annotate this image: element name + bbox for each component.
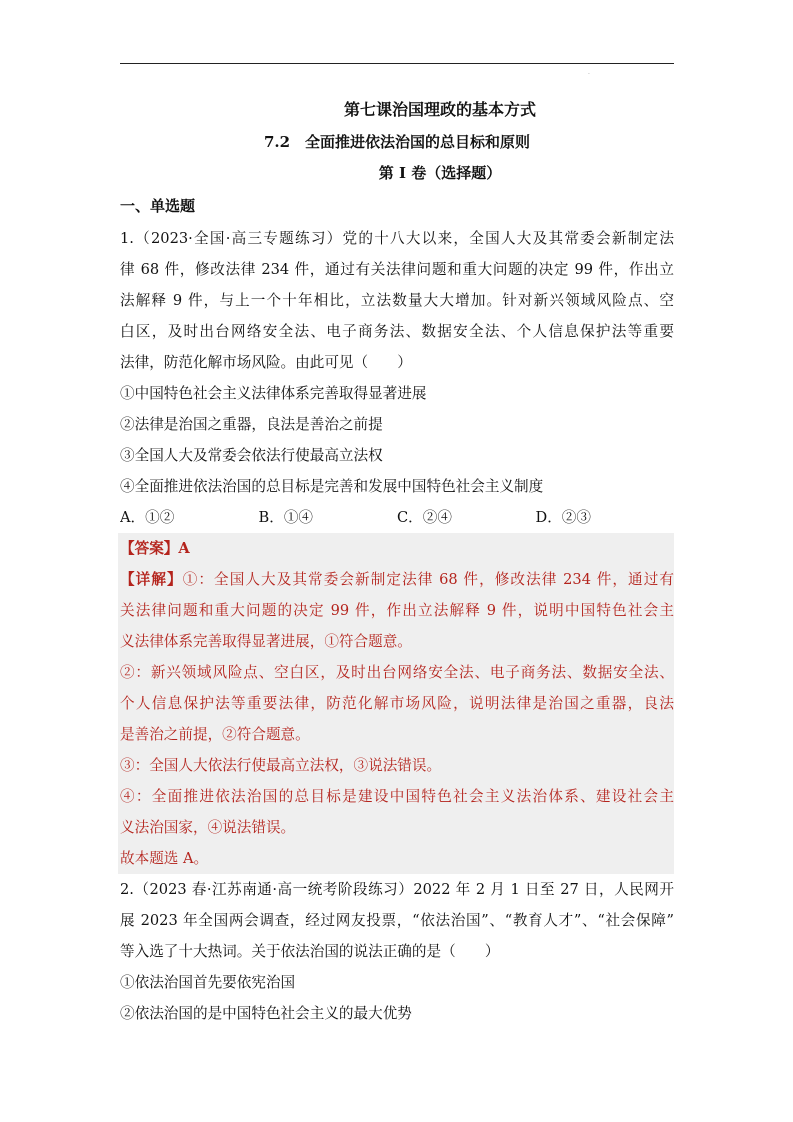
question-stem-line: 展 2023 年全国两会调查，经过网友投票，“依法治国”、“教育人才”、“社会保障” — [120, 912, 674, 929]
detail-line: ②：新兴领域风险点、空白区，及时出台网络安全法、电子商务法、数据安全法、 — [120, 664, 674, 681]
answer-options — [120, 502, 674, 533]
detail-line: 义法治国家，④说法错误。 — [120, 819, 296, 836]
detail-line: ④：全面推进依法治国的总目标是建设中国特色社会主义法治体系、建设社会主 — [120, 788, 674, 805]
answer-value: A — [178, 540, 190, 557]
detail-line: ③：全国人大依法行使最高立法权，③说法错误。 — [120, 757, 442, 774]
question-2 — [120, 874, 674, 1029]
option-c: C．②④ — [397, 509, 452, 526]
question-1 — [120, 223, 674, 874]
header-rule — [120, 63, 674, 64]
volume-title: 第 I 卷（选择题） — [378, 164, 502, 182]
question-stem-line: 法律，防范化解市场风险。由此可见（ ） — [120, 354, 412, 371]
statement-item: ①依法治国首先要依宪治国 — [120, 974, 296, 991]
statement-item: ②依法治国的是中国特色社会主义的最大优势 — [120, 1005, 412, 1022]
answer-line — [120, 533, 674, 564]
answer-label: 【答案】 — [120, 540, 179, 557]
statement-item: ①中国特色社会主义法律体系完善取得显著进展 — [120, 385, 427, 402]
question-stem-line: 2.（2023 春·江苏南通·高一统考阶段练习）2022 年 2 月 1 日至 27 日，人民网开 — [120, 881, 674, 898]
detail-label: 【详解】 — [120, 571, 183, 588]
statement-item: ③全国人大及常委会依法行使最高立法权 — [120, 447, 383, 464]
option-a: A．①② — [120, 509, 175, 526]
detail-line: 个人信息保护法等重要法律，防范化解市场风险，说明法律是治国之重器，良法 — [120, 695, 674, 712]
question-stem-line: 律 68 件，修改法律 234 件，通过有关法律问题和重大问题的决定 99 件，作出立 — [120, 261, 674, 278]
question-type-heading: 一、单选题 — [120, 197, 196, 215]
question-stem-line: 等入选了十大热词。关于依法治国的说法正确的是（ ） — [120, 943, 500, 960]
option-b: B．①④ — [258, 509, 314, 526]
detail-line: 关法律问题和重大问题的决定 99 件，作出立法解释 9 件，说明中国特色社会主 — [120, 602, 674, 619]
option-d: D．②③ — [535, 509, 591, 526]
document-body — [120, 223, 674, 1029]
statement-item: ④全面推进依法治国的总目标是完善和发展中国特色社会主义制度 — [120, 478, 544, 495]
detail-line: 是善治之前提，②符合题意。 — [120, 726, 310, 743]
statement-item: ②法律是治国之重器，良法是善治之前提 — [120, 416, 383, 433]
answer-explanation-box — [118, 533, 674, 874]
question-stem-line: 白区，及时出台网络安全法、电子商务法、数据安全法、个人信息保护法等重要 — [120, 323, 674, 340]
detail-line: 【详解】①：全国人大及其常委会新制定法律 68 件，修改法律 234 件，通过有 — [120, 571, 674, 588]
question-stem-line: 法解释 9 件，与上一个十年相比，立法数量大大增加。针对新兴领域风险点、空 — [120, 292, 674, 309]
detail-line: 义法律体系完善取得显著进展，①符合题意。 — [120, 633, 412, 650]
lesson-title: 第七课治国理政的基本方式 — [343, 100, 536, 119]
page-mark: · — [588, 71, 590, 78]
section-subtitle: 7.2 全面推进依法治国的总目标和原则 — [263, 133, 531, 151]
question-stem-line: 1.（2023·全国·高三专题练习）党的十八大以来，全国人大及其常委会新制定法 — [120, 230, 674, 247]
conclusion-line: 故本题选 A。 — [120, 850, 209, 867]
